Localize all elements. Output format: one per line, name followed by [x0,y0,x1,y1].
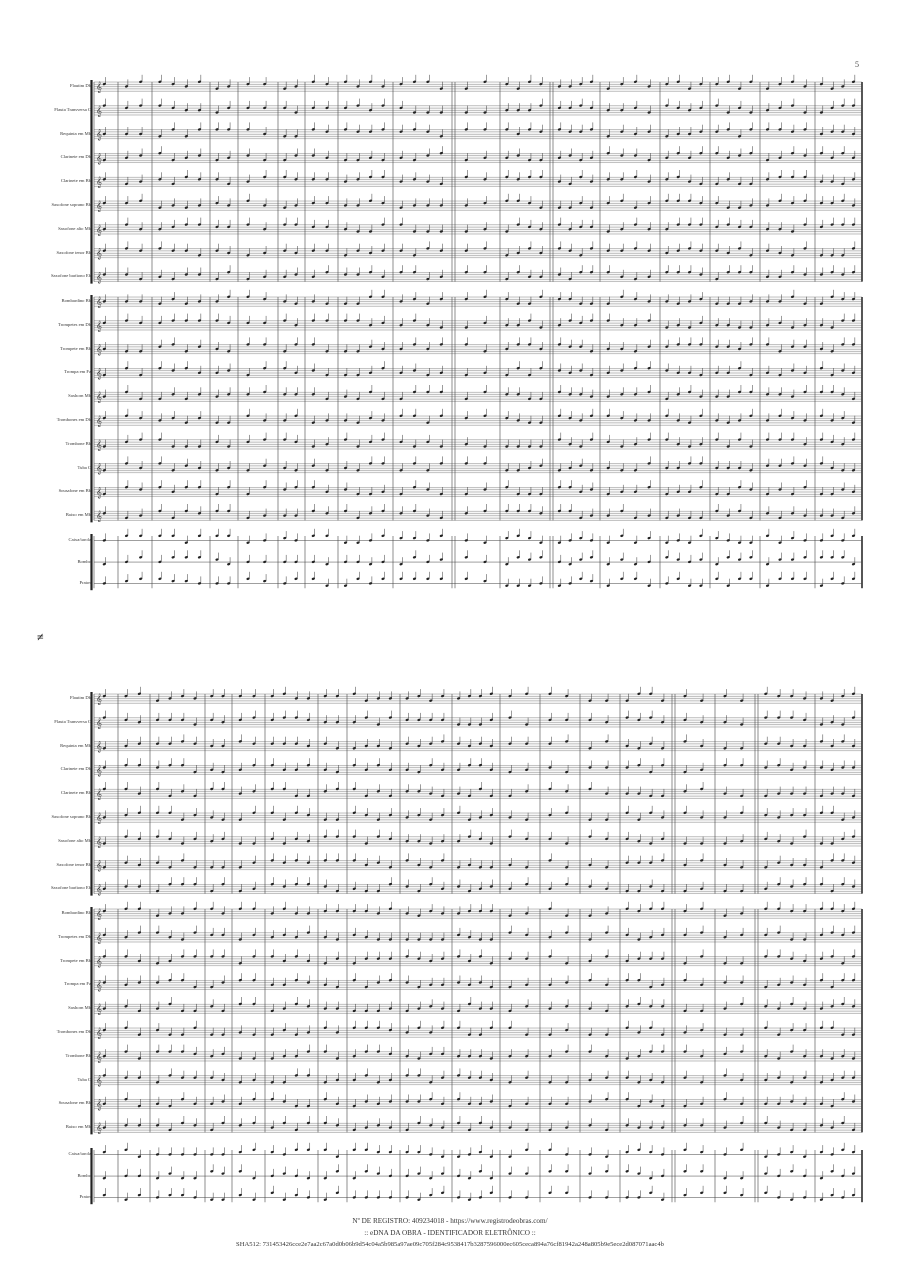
staff-band [94,463,862,473]
clef: 𝄞 [96,201,102,212]
clef: 𝄞 [96,1028,102,1039]
staff-band [94,789,862,799]
instrument-label: Requinta em Mb [60,130,91,136]
staff-band [94,1051,862,1061]
staff-band [94,980,862,990]
clef: 𝄞 [96,272,102,284]
staff-band [94,201,862,211]
clef: 𝄞 [96,765,102,777]
instrument-label: Trombone Bb [65,440,91,446]
instrument-label: Trompa em Fa [64,369,91,375]
instrument-label: Saxofone alto Mb [58,225,91,231]
instrument-label: Trombones em Db [56,417,91,422]
clef: 𝄞 [96,717,102,729]
staff-band [94,1075,862,1085]
instrument-label: Sousafone em Bb [58,488,91,494]
staff-band [94,694,862,704]
instrument-label: Baixo em Mb [65,512,91,518]
instrument-label: Tuba C [77,464,91,470]
instrument-label: Clarinete em Db [60,154,91,160]
clef: 𝄞 [96,248,102,260]
clef: 𝄞 [96,813,102,824]
staff-band [94,741,862,751]
clef: 𝄞 [96,82,102,93]
clef: 𝄞 [96,129,102,141]
clef: 𝄞 [96,694,102,705]
instrument-label: Clarinete em Bb [60,178,91,184]
staff-band [94,439,862,449]
staff-band [94,836,862,846]
clef: 𝄞 [96,789,102,801]
clef: 𝄞 [96,1004,102,1016]
instrument-label: Bombardino Bb [61,298,91,303]
clef: 𝄞 [96,320,102,332]
clef: 𝄞 [96,1123,102,1135]
clef: 𝄞 [96,368,102,380]
instrument-label: Saxhorn Mb [68,393,91,399]
staff-band [94,487,862,497]
clef: 𝄞 [96,1099,102,1111]
staff-band [94,956,862,966]
instrument-label: Saxofone barítono Eb [50,273,91,279]
clef: 𝄞 [96,344,102,356]
clef: 𝄞 [96,487,102,499]
staff-band [94,392,862,402]
clef: 𝄞 [96,153,102,165]
clef: 𝄞 [96,392,102,404]
staff-band [94,105,862,115]
staff-band [94,1004,862,1014]
staff-band [94,932,862,942]
instrument-label: Saxofone tenor Bb [56,249,91,255]
staff-band [94,884,862,894]
staff-band [94,416,862,426]
clef: 𝄞 [96,177,102,189]
instrument-label: Flauta Transversa C [54,106,91,112]
system-break-mark: ≠ [37,630,44,644]
instrument-label: Flautim Db [69,83,91,88]
staff-band [94,177,862,187]
staff-band [94,248,862,258]
clef: 𝄞 [96,511,102,523]
staff-band [94,511,862,521]
clef: 𝄞 [96,224,102,236]
staff-band [94,717,862,727]
instrument-label: Trompetes em Db [57,321,91,327]
clef: 𝄞 [96,884,102,896]
staff-band [94,909,862,919]
staff-band [94,860,862,870]
clef: 𝄞 [96,297,102,308]
clef: 𝄞 [96,1075,102,1087]
staff-band [94,813,862,823]
clef: 𝄞 [96,439,102,451]
staff-band [94,129,862,139]
clef: 𝄞 [96,980,102,992]
clef: 𝄞 [96,1051,102,1063]
staff-band [94,368,862,378]
clef: 𝄞 [96,956,102,968]
clef: 𝄞 [96,105,102,117]
clef: 𝄞 [96,463,102,475]
clef: 𝄞 [96,836,102,848]
staff-band [94,765,862,775]
staff-band [94,82,862,92]
staff-band [94,297,862,307]
staff-band [94,344,862,354]
staff-band [94,1099,862,1109]
clef: 𝄞 [96,860,102,872]
staff-band [94,1028,862,1038]
clef: 𝄞 [96,909,102,920]
staff-band [94,272,862,282]
page-number: 5 [855,60,859,69]
clef: 𝄞 [96,416,102,427]
staff-band [94,320,862,330]
instrument-label: Trompete em Bb [60,345,91,351]
instrument-label: Saxofone soprano Bb [51,202,91,207]
clef: 𝄞 [96,741,102,753]
staff-band [94,153,862,163]
clef: 𝄞 [96,932,102,944]
staff-band [94,1123,862,1133]
staff-band [94,224,862,234]
